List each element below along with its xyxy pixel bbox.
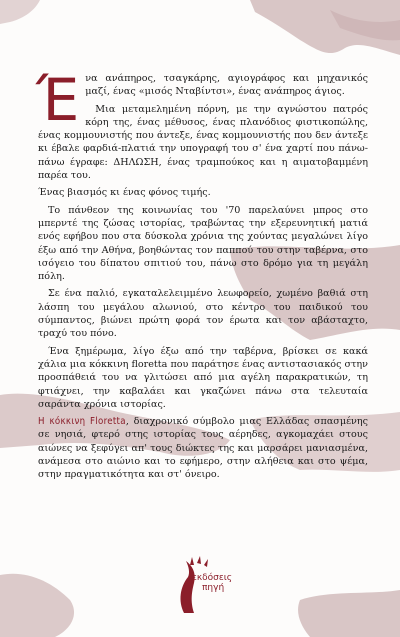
paragraph-7-text: , διαχρονικό σύμβολο μιας Ελλάδας σπασμένης σε νησιά, φτερό στης ιστορίας τους αέρηδες, αγκομαχάει στους αιώνες να ξεφύγει απ' τους διώκτες της και μαρσάρει μανιασμένα, ανάμεσα στο αιώνιο και το εφήμερο, στην αλήθεια και στο ψέμα, στην πραγματικότητα και στ' όνειρο. — [38, 416, 369, 481]
paragraph-3: Ένας βιασμός κι ένας φόνος τιμής. — [38, 187, 211, 199]
splash-bottom-left — [0, 574, 74, 637]
paragraph-4: Το πάνθεον της κοινωνίας του '70 παρελαύνει μπρος στο μπερντέ της ζώσας ιστορίας, τραβώντας την εξερευνητική ματιά ενός εφήβου που στα δύσκολα χρόνια της χούντας μεγαλώνει λίγο έξω από την Αθήνα, βοηθώντας τον παππού του στην ταβέρνα, στο ισόγειο του δίπατου σπιτιού του, πάνω στο δρόμο για τη μεγάλη πόλη. — [38, 204, 368, 283]
paragraph-2: Μια μεταμελημένη πόρνη, με την αγνώστου πατρός κόρη της, ένας μέθυσος, ένας πλανόδιος φιστικοπώλης, ένας κομμουνιστής που άντεξε, ένας κομμουνιστής που δεν άντεξε κι έβαλε φαρδιά-πλατιά την υπογραφή του σ' ένα χαρτί που πάνω-πάνω έγραφε: ΔΗΛΩΣΗ, ένας τραμπούκος και η αιματοβαμμένη παρέα του. — [38, 103, 368, 182]
publisher-name — [192, 573, 232, 593]
floretta-title: Η κόκκινη Floretta — [38, 416, 126, 428]
splash-top-left — [0, 0, 40, 24]
paragraph-5: Σε ένα παλιό, εγκαταλελειμμένο λεωφορείο, χωμένο βαθιά στη λάσπη του μεγάλου αλωνιού, στο κέντρο του παιδικού του σύμπαντος, βιώνει πρώτη φορά τον έρωτα και τον αβάσταχτο, τραχύ του πόνο. — [38, 288, 368, 340]
blurb-text — [36, 66, 369, 486]
paragraph-1-text: να ανάπηρος, τσαγκάρης, αγιογράφος και μηχανικός μαζί, ένας «μισός Νταβίντσι», ένας ανάπηρος άγιος. — [85, 73, 368, 98]
paragraph-6: Ένα ξημέρωμα, λίγο έξω από την ταβέρνα, βρίσκει σε κακά χάλια μια κόκκινη floretta που παράτησε ένας αντιστασιακός στην προσπάθειά του να γλιτώσει από μια αγέλη παρακρατικών, τη φτιάχνει, την καβαλάει και γκαζώνει πάνω στα τελευταία σαράντα χρόνια ιστορίας. — [38, 345, 368, 410]
publisher-line-1: εκδόσεις — [192, 573, 233, 583]
drop-cap: Έ — [36, 66, 80, 134]
publisher-line-2: πηγή — [202, 583, 225, 593]
splash-bottom-right — [298, 590, 400, 637]
paragraph-7 — [38, 415, 368, 481]
paragraph-1 — [36, 66, 368, 134]
